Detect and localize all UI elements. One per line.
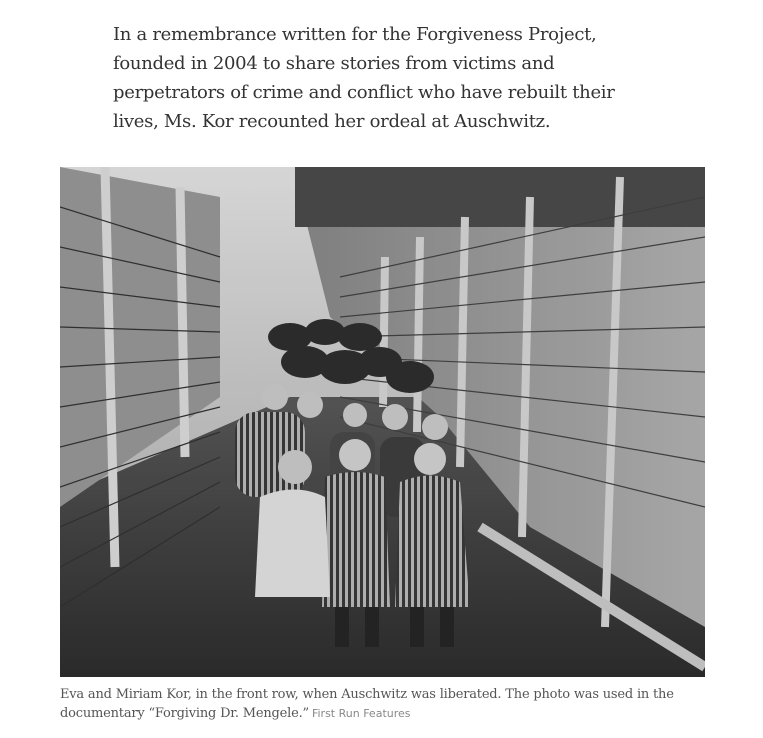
caption-text: Eva and Miriam Kor, in the front row, when Auschwitz was liberated. The photo was used in the documentary “Forgiving Dr. Mengele.” [60,687,674,721]
liberation-photo [60,167,705,677]
photo-credit: First Run Features [311,707,411,720]
photo-caption [60,685,710,723]
photo-figure [60,167,705,677]
article-paragraph: In a remembrance written for the Forgiveness Project, founded in 2004 to share stories from victims and perpetrators of crime and conflict who have rebuilt their lives, Ms. Kor recounted her ordeal at Auschwitz. [113,24,615,132]
